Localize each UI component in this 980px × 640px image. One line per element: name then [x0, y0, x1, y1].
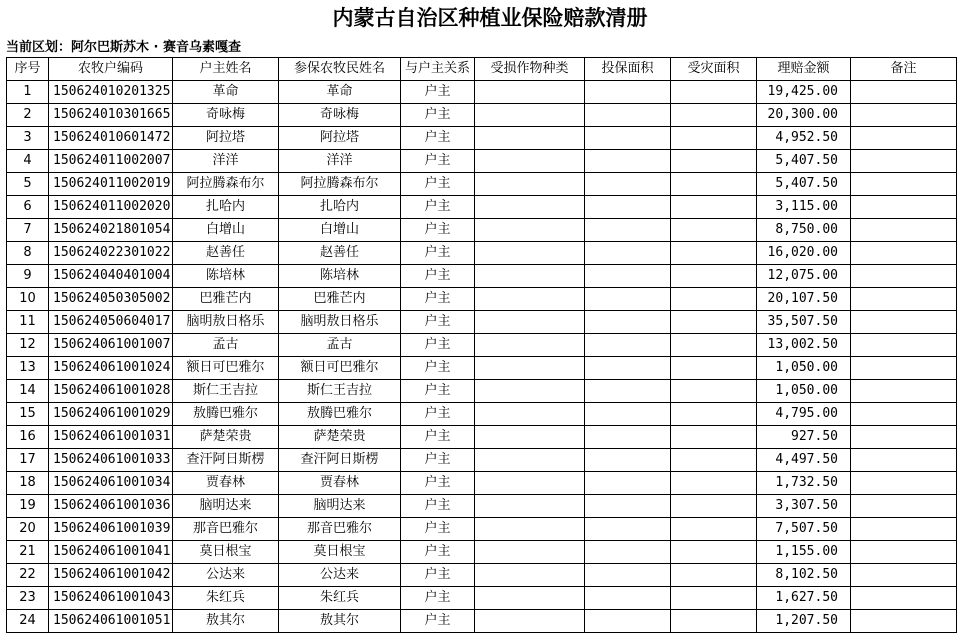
row-insured-name: 陈培林	[279, 265, 401, 288]
row-household-head: 赵善任	[173, 242, 279, 265]
row-seq: 17	[7, 449, 49, 472]
row-claim-amount: 16,020.00	[757, 242, 851, 265]
row-remarks	[851, 449, 957, 472]
row-crop-type	[475, 81, 585, 104]
row-insured-area	[585, 380, 671, 403]
row-claim-amount: 5,407.50	[757, 173, 851, 196]
row-remarks	[851, 403, 957, 426]
table-row	[7, 242, 957, 265]
row-insured-area	[585, 357, 671, 380]
header-household-code: 农牧户编码	[49, 58, 173, 81]
row-claim-amount: 4,795.00	[757, 403, 851, 426]
row-damaged-area	[671, 127, 757, 150]
row-insured-area	[585, 541, 671, 564]
row-insured-name: 萨楚荣贵	[279, 426, 401, 449]
row-insured-name: 贾春林	[279, 472, 401, 495]
row-household-code: 150624061001034	[49, 472, 173, 495]
row-insured-area	[585, 150, 671, 173]
row-insured-name: 那音巴雅尔	[279, 518, 401, 541]
row-household-code: 150624061001031	[49, 426, 173, 449]
row-crop-type	[475, 104, 585, 127]
row-insured-name: 莫日根宝	[279, 541, 401, 564]
row-household-head: 阿拉腾森布尔	[173, 173, 279, 196]
row-damaged-area	[671, 587, 757, 610]
row-crop-type	[475, 311, 585, 334]
table-row	[7, 403, 957, 426]
claims-table	[6, 57, 957, 633]
row-remarks	[851, 104, 957, 127]
row-insured-area	[585, 219, 671, 242]
row-relation: 户主	[401, 334, 475, 357]
row-crop-type	[475, 334, 585, 357]
row-crop-type	[475, 265, 585, 288]
row-household-code: 150624061001007	[49, 334, 173, 357]
row-seq: 18	[7, 472, 49, 495]
row-relation: 户主	[401, 127, 475, 150]
row-crop-type	[475, 587, 585, 610]
row-insured-name: 阿拉塔	[279, 127, 401, 150]
row-remarks	[851, 472, 957, 495]
row-household-head: 贾春林	[173, 472, 279, 495]
row-seq: 7	[7, 219, 49, 242]
row-insured-area	[585, 265, 671, 288]
row-insured-name: 巴雅芒内	[279, 288, 401, 311]
row-household-code: 150624061001042	[49, 564, 173, 587]
row-seq: 8	[7, 242, 49, 265]
row-household-code: 150624061001051	[49, 610, 173, 633]
row-insured-area	[585, 196, 671, 219]
row-damaged-area	[671, 449, 757, 472]
row-relation: 户主	[401, 380, 475, 403]
row-household-head: 那音巴雅尔	[173, 518, 279, 541]
row-seq: 22	[7, 564, 49, 587]
row-crop-type	[475, 380, 585, 403]
table-row	[7, 311, 957, 334]
row-remarks	[851, 196, 957, 219]
row-crop-type	[475, 426, 585, 449]
row-seq: 14	[7, 380, 49, 403]
row-claim-amount: 1,050.00	[757, 357, 851, 380]
row-household-code: 150624061001039	[49, 518, 173, 541]
row-remarks	[851, 127, 957, 150]
header-crop-type: 受损作物种类	[475, 58, 585, 81]
row-damaged-area	[671, 610, 757, 633]
row-seq: 1	[7, 81, 49, 104]
header-row	[7, 58, 957, 81]
row-crop-type	[475, 495, 585, 518]
row-insured-area	[585, 587, 671, 610]
row-insured-area	[585, 449, 671, 472]
header-seq: 序号	[7, 58, 49, 81]
row-household-head: 奇咏梅	[173, 104, 279, 127]
row-insured-name: 脑明达来	[279, 495, 401, 518]
region-label: 当前区划：阿尔巴斯苏木 · 赛音乌素嘎查	[6, 40, 241, 55]
header-damaged-area: 受灾面积	[671, 58, 757, 81]
row-insured-area	[585, 426, 671, 449]
table-row	[7, 104, 957, 127]
table-row	[7, 380, 957, 403]
row-household-head: 巴雅芒内	[173, 288, 279, 311]
row-household-code: 150624010201325	[49, 81, 173, 104]
row-relation: 户主	[401, 495, 475, 518]
row-damaged-area	[671, 541, 757, 564]
table-row	[7, 127, 957, 150]
row-damaged-area	[671, 242, 757, 265]
row-relation: 户主	[401, 564, 475, 587]
header-claim-amount: 理赔金额	[757, 58, 851, 81]
row-seq: 13	[7, 357, 49, 380]
row-crop-type	[475, 403, 585, 426]
row-insured-name: 敖其尔	[279, 610, 401, 633]
row-crop-type	[475, 127, 585, 150]
row-damaged-area	[671, 518, 757, 541]
row-insured-name: 脑明敖日格乐	[279, 311, 401, 334]
row-relation: 户主	[401, 403, 475, 426]
row-claim-amount: 8,750.00	[757, 219, 851, 242]
row-insured-name: 孟古	[279, 334, 401, 357]
row-insured-name: 查汗阿日斯楞	[279, 449, 401, 472]
row-insured-name: 扎哈内	[279, 196, 401, 219]
table-row	[7, 426, 957, 449]
row-household-head: 革命	[173, 81, 279, 104]
row-insured-area	[585, 472, 671, 495]
row-remarks	[851, 242, 957, 265]
row-insured-area	[585, 288, 671, 311]
row-insured-area	[585, 81, 671, 104]
row-household-code: 150624010301665	[49, 104, 173, 127]
row-damaged-area	[671, 104, 757, 127]
table-row	[7, 541, 957, 564]
table-row	[7, 334, 957, 357]
row-household-head: 扎哈内	[173, 196, 279, 219]
table-row	[7, 587, 957, 610]
row-claim-amount: 3,115.00	[757, 196, 851, 219]
row-relation: 户主	[401, 265, 475, 288]
row-claim-amount: 35,507.50	[757, 311, 851, 334]
row-relation: 户主	[401, 311, 475, 334]
row-seq: 24	[7, 610, 49, 633]
row-crop-type	[475, 242, 585, 265]
row-crop-type	[475, 449, 585, 472]
row-remarks	[851, 173, 957, 196]
row-claim-amount: 7,507.50	[757, 518, 851, 541]
row-seq: 9	[7, 265, 49, 288]
row-damaged-area	[671, 288, 757, 311]
header-insured-area: 投保面积	[585, 58, 671, 81]
row-household-head: 莫日根宝	[173, 541, 279, 564]
row-remarks	[851, 587, 957, 610]
row-damaged-area	[671, 380, 757, 403]
row-crop-type	[475, 564, 585, 587]
row-damaged-area	[671, 357, 757, 380]
row-relation: 户主	[401, 288, 475, 311]
row-seq: 12	[7, 334, 49, 357]
row-household-head: 孟古	[173, 334, 279, 357]
header-insured-name: 参保农牧民姓名	[279, 58, 401, 81]
row-insured-name: 朱红兵	[279, 587, 401, 610]
row-remarks	[851, 541, 957, 564]
row-insured-area	[585, 610, 671, 633]
row-damaged-area	[671, 495, 757, 518]
table-row	[7, 518, 957, 541]
table-row	[7, 265, 957, 288]
row-damaged-area	[671, 311, 757, 334]
row-household-code: 150624022301022	[49, 242, 173, 265]
row-insured-name: 敖腾巴雅尔	[279, 403, 401, 426]
row-household-head: 斯仁王吉拉	[173, 380, 279, 403]
row-insured-name: 公达来	[279, 564, 401, 587]
row-claim-amount: 1,207.50	[757, 610, 851, 633]
row-remarks	[851, 610, 957, 633]
row-insured-name: 额日可巴雅尔	[279, 357, 401, 380]
row-household-head: 脑明敖日格乐	[173, 311, 279, 334]
row-household-code: 150624061001036	[49, 495, 173, 518]
row-insured-area	[585, 242, 671, 265]
row-household-code: 150624010601472	[49, 127, 173, 150]
row-insured-area	[585, 334, 671, 357]
row-insured-name: 洋洋	[279, 150, 401, 173]
row-relation: 户主	[401, 357, 475, 380]
table-row	[7, 472, 957, 495]
header-household-head: 户主姓名	[173, 58, 279, 81]
row-seq: 23	[7, 587, 49, 610]
row-damaged-area	[671, 219, 757, 242]
row-relation: 户主	[401, 449, 475, 472]
row-seq: 2	[7, 104, 49, 127]
row-insured-name: 革命	[279, 81, 401, 104]
table-row	[7, 449, 957, 472]
header-relation: 与户主关系	[401, 58, 475, 81]
row-damaged-area	[671, 472, 757, 495]
row-insured-area	[585, 518, 671, 541]
row-remarks	[851, 150, 957, 173]
row-damaged-area	[671, 81, 757, 104]
row-household-code: 150624061001024	[49, 357, 173, 380]
row-remarks	[851, 219, 957, 242]
row-damaged-area	[671, 196, 757, 219]
row-seq: 21	[7, 541, 49, 564]
table-row	[7, 610, 957, 633]
table-row	[7, 288, 957, 311]
row-seq: 6	[7, 196, 49, 219]
header-remarks: 备注	[851, 58, 957, 81]
row-insured-area	[585, 311, 671, 334]
row-remarks	[851, 357, 957, 380]
row-seq: 3	[7, 127, 49, 150]
row-crop-type	[475, 610, 585, 633]
row-relation: 户主	[401, 81, 475, 104]
row-claim-amount: 5,407.50	[757, 150, 851, 173]
row-household-code: 150624061001029	[49, 403, 173, 426]
table-row	[7, 81, 957, 104]
row-relation: 户主	[401, 426, 475, 449]
row-household-code: 150624050604017	[49, 311, 173, 334]
row-crop-type	[475, 196, 585, 219]
row-insured-area	[585, 495, 671, 518]
row-relation: 户主	[401, 242, 475, 265]
row-household-head: 敖腾巴雅尔	[173, 403, 279, 426]
row-insured-name: 斯仁王吉拉	[279, 380, 401, 403]
row-crop-type	[475, 150, 585, 173]
row-remarks	[851, 380, 957, 403]
row-household-code: 150624021801054	[49, 219, 173, 242]
row-household-code: 150624011002019	[49, 173, 173, 196]
row-remarks	[851, 334, 957, 357]
row-insured-name: 阿拉腾森布尔	[279, 173, 401, 196]
row-claim-amount: 20,107.50	[757, 288, 851, 311]
row-insured-area	[585, 173, 671, 196]
row-household-code: 150624011002007	[49, 150, 173, 173]
row-seq: 16	[7, 426, 49, 449]
row-crop-type	[475, 219, 585, 242]
row-claim-amount: 1,050.00	[757, 380, 851, 403]
row-insured-name: 奇咏梅	[279, 104, 401, 127]
row-household-head: 萨楚荣贵	[173, 426, 279, 449]
row-household-head: 敖其尔	[173, 610, 279, 633]
row-relation: 户主	[401, 610, 475, 633]
row-relation: 户主	[401, 104, 475, 127]
row-household-head: 脑明达来	[173, 495, 279, 518]
table-row	[7, 173, 957, 196]
row-damaged-area	[671, 426, 757, 449]
row-claim-amount: 4,952.50	[757, 127, 851, 150]
row-insured-name: 赵善任	[279, 242, 401, 265]
row-claim-amount: 927.50	[757, 426, 851, 449]
table-row	[7, 495, 957, 518]
row-remarks	[851, 81, 957, 104]
row-household-code: 150624050305002	[49, 288, 173, 311]
row-remarks	[851, 426, 957, 449]
row-crop-type	[475, 518, 585, 541]
row-damaged-area	[671, 150, 757, 173]
row-relation: 户主	[401, 150, 475, 173]
row-damaged-area	[671, 564, 757, 587]
row-household-head: 白增山	[173, 219, 279, 242]
row-crop-type	[475, 173, 585, 196]
row-household-code: 150624011002020	[49, 196, 173, 219]
row-household-code: 150624061001028	[49, 380, 173, 403]
row-damaged-area	[671, 403, 757, 426]
row-crop-type	[475, 472, 585, 495]
row-seq: 5	[7, 173, 49, 196]
row-insured-name: 白增山	[279, 219, 401, 242]
row-damaged-area	[671, 265, 757, 288]
row-remarks	[851, 495, 957, 518]
row-relation: 户主	[401, 472, 475, 495]
document-title: 内蒙古自治区种植业保险赔款清册	[332, 5, 648, 30]
row-remarks	[851, 518, 957, 541]
table-row	[7, 196, 957, 219]
row-seq: 19	[7, 495, 49, 518]
row-insured-area	[585, 104, 671, 127]
row-remarks	[851, 265, 957, 288]
row-crop-type	[475, 357, 585, 380]
row-household-head: 额日可巴雅尔	[173, 357, 279, 380]
table-row	[7, 150, 957, 173]
row-claim-amount: 4,497.50	[757, 449, 851, 472]
table-row	[7, 564, 957, 587]
row-household-code: 150624061001043	[49, 587, 173, 610]
row-household-head: 阿拉塔	[173, 127, 279, 150]
row-relation: 户主	[401, 173, 475, 196]
row-household-code: 150624061001041	[49, 541, 173, 564]
row-household-code: 150624061001033	[49, 449, 173, 472]
row-relation: 户主	[401, 587, 475, 610]
row-claim-amount: 19,425.00	[757, 81, 851, 104]
row-seq: 11	[7, 311, 49, 334]
row-claim-amount: 1,732.50	[757, 472, 851, 495]
row-relation: 户主	[401, 196, 475, 219]
row-household-head: 洋洋	[173, 150, 279, 173]
row-insured-area	[585, 127, 671, 150]
row-household-code: 150624040401004	[49, 265, 173, 288]
row-seq: 10	[7, 288, 49, 311]
row-relation: 户主	[401, 219, 475, 242]
row-seq: 20	[7, 518, 49, 541]
row-damaged-area	[671, 173, 757, 196]
row-claim-amount: 13,002.50	[757, 334, 851, 357]
row-seq: 4	[7, 150, 49, 173]
row-seq: 15	[7, 403, 49, 426]
row-claim-amount: 20,300.00	[757, 104, 851, 127]
row-claim-amount: 12,075.00	[757, 265, 851, 288]
row-household-head: 查汗阿日斯楞	[173, 449, 279, 472]
row-household-head: 公达来	[173, 564, 279, 587]
row-crop-type	[475, 288, 585, 311]
row-insured-area	[585, 403, 671, 426]
row-remarks	[851, 288, 957, 311]
row-relation: 户主	[401, 518, 475, 541]
row-damaged-area	[671, 334, 757, 357]
row-claim-amount: 8,102.50	[757, 564, 851, 587]
row-relation: 户主	[401, 541, 475, 564]
row-household-head: 朱红兵	[173, 587, 279, 610]
row-crop-type	[475, 541, 585, 564]
row-claim-amount: 1,155.00	[757, 541, 851, 564]
row-household-head: 陈培林	[173, 265, 279, 288]
row-claim-amount: 1,627.50	[757, 587, 851, 610]
row-remarks	[851, 564, 957, 587]
row-insured-area	[585, 564, 671, 587]
row-remarks	[851, 311, 957, 334]
table-row	[7, 219, 957, 242]
table-row	[7, 357, 957, 380]
row-claim-amount: 3,307.50	[757, 495, 851, 518]
